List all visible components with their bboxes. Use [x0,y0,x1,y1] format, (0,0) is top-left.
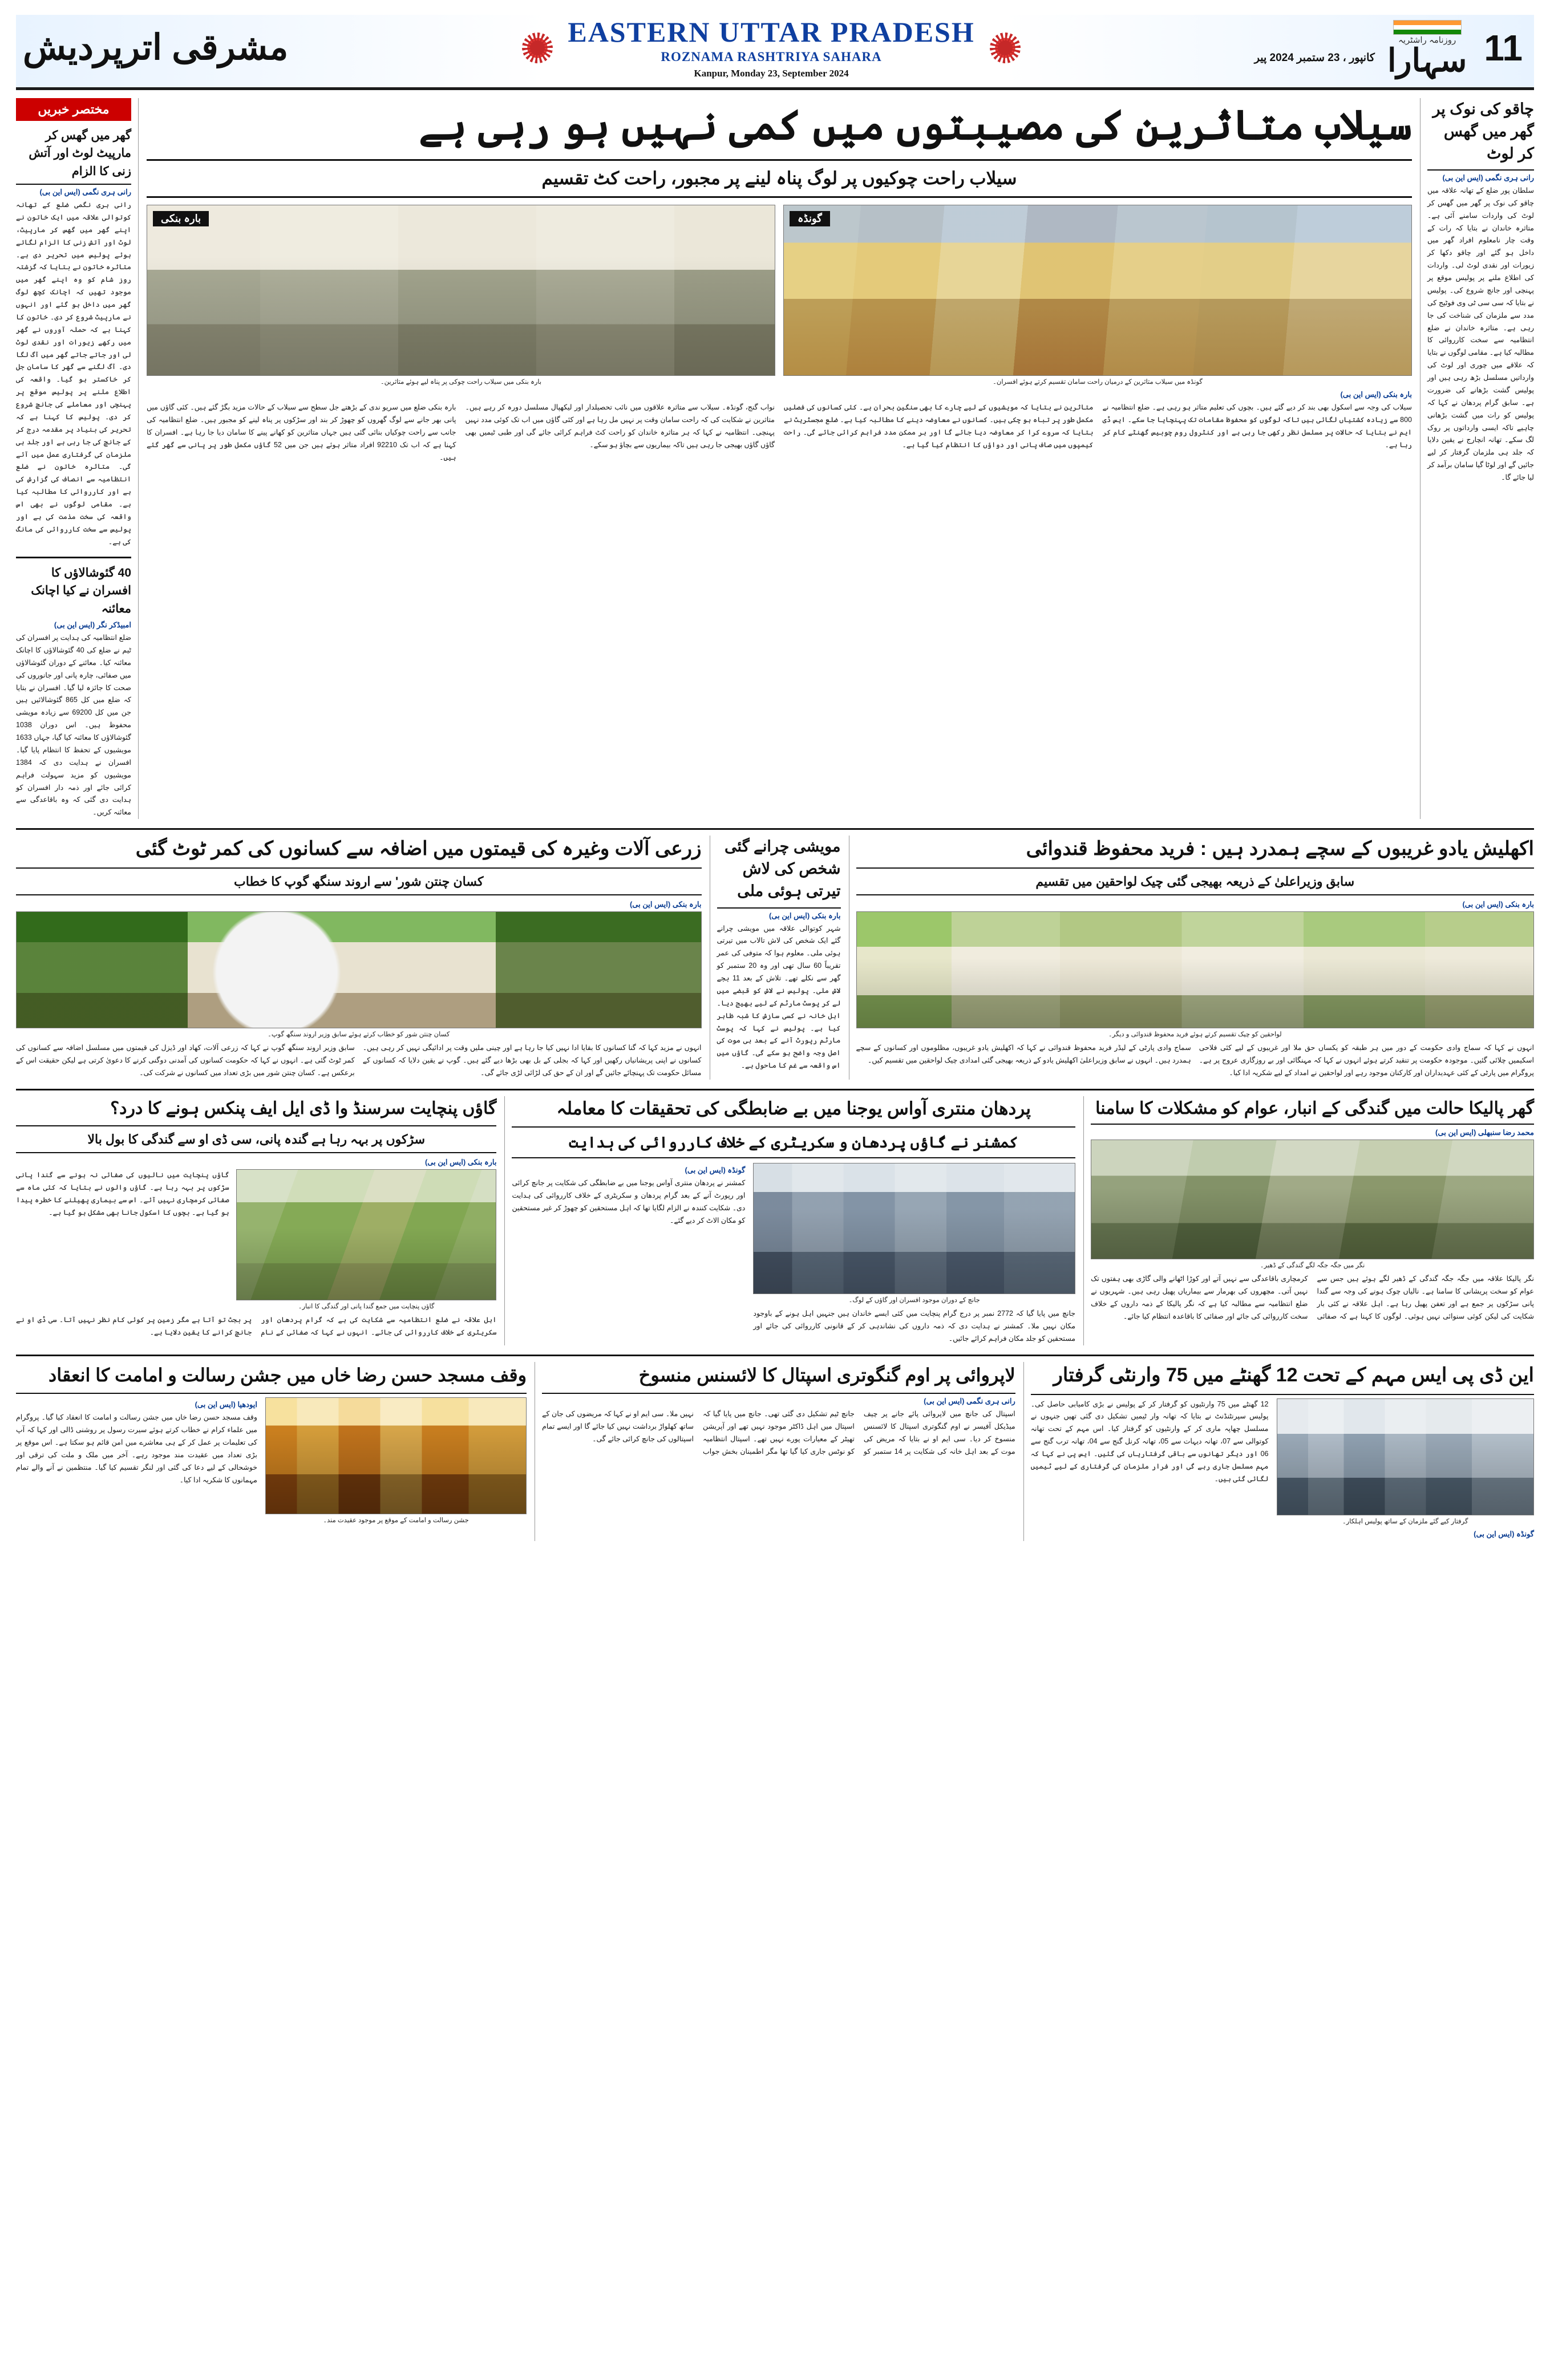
story-hospital [535,1362,1015,1541]
masjid-byline: ایودھیا (ایس این بی) [195,1400,257,1409]
brief-item-1-byline: رانی ہری نگمی (ایس این بی) [39,188,131,196]
right-rail-headline: چاقو کی نوک پر گھر میں گھس کر لوٹ [1427,98,1534,171]
sahara-logo [1387,20,1467,76]
ndps-byline: گونڈہ (ایس این بی) [1474,1529,1534,1538]
brief-news-badge: مختصر خبریں [16,98,131,121]
masjid-body: وقف مسجد حسن رضا خاں میں جشن رسالت و امامت کا انعقاد کیا گیا۔ پروگرام میں علماء کرام نے خطاب کرتے ہوئے سیرت رسول پر روشنی ڈالی اور کہا کہ آپ کی تعلیمات پر عمل کر کے ہی معاشرے میں امن قائم ہو سکتا ہے۔ اس موقع پر بڑی تعداد میں عقیدت مند موجود رہے۔ آخر میں ملک و ملت کی ترقی اور خوشحالی کے لیے دعا کی گئی اور لنگر تقسیم کیا گیا۔ منتظمین نے آنے والے تمام مہمانوں کا شکریہ ادا کیا۔ [16,1413,257,1484]
lead-byline: بارہ بنکی (ایس این بی) [1340,390,1412,399]
masthead-urdu-title: مشرقی اترپردیش [23,28,289,68]
right-rail-byline: رانی ہری نگمی (ایس این بی) [1442,173,1534,182]
band-lead [16,98,1534,820]
panchayat-photo-caption: گاؤں پنچایت میں جمع گندا پانی اور گندگی کا انبار۔ [298,1303,435,1311]
brief-item-2-body: ضلع انتظامیہ کی ہدایت پر افسران کی ٹیم نے ضلع کی 40 گئوشالاؤں کا اچانک معائنہ کیا۔ معائنے کے دوران گئوشالاؤں میں صفائی، چارہ پانی اور جانوروں کی صحت کا جائزہ لیا گیا۔ افسران نے بتایا کہ ضلع میں کل 865 گئوشالائیں ہیں جن میں کل 69200 سے زیادہ مویشی محفوظ ہیں۔ اس دوران 1038 گئوشالاؤں کا معائنہ کیا گیا، جہاں 1633 مویشیوں کے تحفظ کا انتظام پایا گیا۔ افسران نے ہدایت دی کہ 1384 مویشیوں کو مزید سہولت فراہم کرائی جائے اور ذمہ دار افسران کو ہدایت دی گئی کہ وہ باقاعدگی سے معائنہ کریں۔ [16,634,131,817]
akhilesh-photo [856,911,1535,1028]
masjid-photo [265,1397,527,1514]
lead-body-col-3: متاثرین نے بتایا کہ مویشیوں کے لیے چارے کا بھی سنگین بحران ہے۔ کئی کسانوں کی فصلیں مکمل طور پر تباہ ہو چکی ہیں۔ کسانوں نے معاوضہ دینے کا مطالبہ کیا ہے۔ ضلع مجسٹریٹ نے بتایا کہ سروے کرا کر معاوضہ دیا جائے گا اور ہر ممکن مدد فراہم کرائی جائے گی۔ راحت کیمپوں میں صاف پانی اور دواؤں کا انتظام کیا گیا ہے۔ [784,403,1094,449]
garbage-headline: گھر پالیکا حالت میں گندگی کے انبار، عوام کو مشکلات کا سامنا [1095,1098,1534,1118]
panchayat-body-2: اہل علاقہ نے ضلع انتظامیہ سے شکایت کی ہے کہ گرام پردھان اور سکریٹری کے خلاف کارروائی کی جائے۔ انہوں نے کہا کہ صفائی کے نام پر بجٹ تو آتا ہے مگر زمین پر کوئی کام نظر نہیں آتا۔ سی ڈی او نے جانچ کرانے کا یقین دلایا ہے۔ [16,1316,497,1337]
masthead-date-urdu: کانپور ، 23 ستمبر 2024 پیر [1254,51,1375,64]
akhilesh-body-2: انہوں نے کہا کہ سماج وادی حکومت کے دور میں ہر طبقہ کو یکساں حق ملا اور غریبوں کے لیے کئی فلاحی اسکیمیں چلائی گئیں۔ موجودہ حکومت پر تنقید کرتے ہوئے انہوں نے کہا کہ مہنگائی اور بے روزگاری عروج پر ہے۔ پروگرام میں پارٹی کے کئی عہدیداران اور کارکنان موجود رہے اور لواحقین نے امداد کے لیے شکریہ ادا کیا۔ [1199,1043,1534,1077]
masthead-english-subtitle: ROZNAMA RASHTRIYA SAHARA [661,49,882,64]
brief-item-1-body: رانی ہری نگمی ضلع کے تھانہ کوتوالی علاقہ میں ایک خاتون نے اپنے گھر میں گھس کر مارپیٹ، لوٹ اور آتش زنی کا الزام لگاتے ہوئے پولیس میں تحریر دی ہے۔ متاثرہ خاتون نے بتایا کہ گزشتہ روز شام کو وہ اپنے گھر میں موجود تھیں کہ اچانک کچھ لوگ گھر میں داخل ہو گئے اور انہوں نے مارپیٹ شروع کر دی۔ خاتون کا کہنا ہے کہ حملہ آوروں نے گھر میں رکھے زیورات اور نقدی لوٹ لی اور جاتے جاتے گھر میں آگ لگا دی۔ آگ لگنے سے گھر کا سامان جل کر خاکستر ہو گیا۔ واقعہ کی اطلاع ملنے پر پولیس موقع پر پہنچی اور معاملے کی جانچ شروع کر دی۔ پولیس کا کہنا ہے کہ تحریر کی بنیاد پر مقدمہ درج کر کے جانچ کی جا رہی ہے اور جلد ہی ملزمان کی گرفتاری عمل میں آئے گی۔ متاثرہ خاتون نے ضلع انتظامیہ سے انصاف کی گزارش کی ہے اور کارروائی کا مطالبہ کیا ہے۔ مقامی لوگوں نے بھی اس واقعہ کی سخت مذمت کی ہے اور پولیس سے سخت کارروائی کی مانگ کی ہے۔ [16,201,131,546]
ndps-headline: این ڈی پی ایس مہم کے تحت 12 گھنٹے میں 75 وارنٹی گرفتار [1031,1362,1534,1395]
pmay-subhead: کمشنر نے گاؤں پردھان و سکریٹری کے خلاف کارروائی کی ہدایت [512,1126,1075,1159]
masthead-english-date: Kanpur, Monday 23, September 2024 [694,67,849,79]
story-pmay [504,1096,1075,1345]
farmers-photo [16,911,702,1028]
sahara-logo-urdu: سہارا [1387,42,1467,78]
akhilesh-photo-caption: لواحقین کو چیک تقسیم کرتے ہوئے فرید محفوظ قندوائی و دیگر۔ [1108,1031,1282,1038]
lead-body-col-1: بارہ بنکی ضلع میں سریو ندی کے بڑھتے جل سطح سے سیلاب کے حالات مزید بگڑ گئے ہیں۔ کئی گاؤں میں پانی بھر جانے سے لوگ گھروں کو چھوڑ کر بند اور سڑکوں پر پناہ لینے کو مجبور ہیں۔ ضلع انتظامیہ کی جانب سے راحت چوکیاں بنائی گئی ہیں جہاں متاثرین کو کھانے پینے کا سامان دیا جا رہا ہے۔ افسران کا کہنا ہے کہ اب تک 92210 افراد متاثر ہوئے ہیں جن میں 52 گاؤں مکمل طور پر پانی سے گھر گئے ہیں۔ [147,403,456,461]
pmay-byline: گونڈہ (ایس این بی) [685,1166,746,1175]
farmers-body-1: سابق وزیر اروند سنگھ گوپ نے کہا کہ زرعی آلات، کھاد اور ڈیزل کی قیمتوں میں مسلسل اضافہ سے کسانوں کی کمر ٹوٹ گئی ہے۔ انہوں نے کہا کہ حکومت کسانوں کی آمدنی دوگنی کرنے کا دعویٰ کرتی ہے لیکن حقیقت اس کے برعکس ہے۔ کسان چنتن شور میں بڑی تعداد میں کسانوں نے شرکت کی۔ [16,1043,355,1077]
story-masjid [16,1362,527,1541]
brief-item-2-headline: 40 گئوشالاؤں کا افسران نے کیا اچانک معائنہ [31,566,131,615]
farmers-photo-caption: کسان چنتن شور کو خطاب کرتے ہوئے سابق وزیر اروند سنگھ گوپ۔ [268,1031,450,1038]
band-mid [16,836,1534,1079]
pmay-body-2: جانچ میں پایا گیا کہ 2772 نمبر پر درج گرام پنچایت میں کئی ایسے خاندان ہیں جنہیں اہل ہونے کے باوجود مکان نہیں ملا۔ کمشنر نے ہدایت دی کہ ذمہ داروں کی نشاندہی کر کے قانونی کارروائی کی جائے اور مستحقین کو جلد مکان فراہم کرائے جائیں۔ [753,1309,1076,1343]
masthead-left [1254,20,1527,76]
lead-body-col-4: سیلاب کی وجہ سے اسکول بھی بند کر دیے گئے ہیں۔ بچوں کی تعلیم متاثر ہو رہی ہے۔ ضلع انتظامیہ نے 800 سے زیادہ کشتیاں لگائی ہیں تاکہ لوگوں کو محفوظ مقامات تک پہنچایا جا سکے۔ ایس ڈی ایم نے بتایا کہ حالات پر مسلسل نظر رکھی جا رہی ہے اور کنٹرول روم چوبیس گھنٹے کام کر رہا ہے۔ [1102,403,1412,449]
farmers-headline: زرعی آلات وغیرہ کی قیمتوں میں اضافہ سے کسانوں کی کمر ٹوٹ گئی [135,838,702,860]
masthead-english-title: EASTERN UTTAR PRADESH [568,16,975,48]
band-three [16,1096,1534,1345]
body-found-headline: مویشی چرانے گئی شخص کی لاش تیرتی ہوئی ملی [717,836,841,908]
lead-photo-1 [783,205,1412,376]
pmay-headline: پردھان منتری آواس یوجنا میں بے ضابطگی کی تحقیقات کا معاملہ [556,1098,1031,1118]
lead-body-col-2: نواب گنج، گونڈہ۔ سیلاب سے متاثرہ علاقوں میں نائب تحصیلدار اور لیکھپال مسلسل دورہ کر رہے ہیں۔ متاثرین نے شکایت کی کہ راحت سامان وقت پر نہیں مل رہا ہے اور کئی گاؤں میں اب تک کوئی مدد نہیں پہنچی۔ انتظامیہ نے کہا کہ ہر متاثرہ خاندان کو راحت کٹ فراہم کرائی جائے گی اور طبی ٹیمیں بھی گاؤں گاؤں بھیجی جا رہی ہیں تاکہ بیماریوں سے بچاؤ ہو سکے۔ [465,403,775,449]
panchayat-body-1: گاؤں پنچایت میں نالیوں کی صفائی نہ ہونے سے گندا پانی سڑکوں پر بہہ رہا ہے۔ گاؤں والوں نے بتایا کہ کئی ماہ سے صفائی کرمچاری نہیں آئے۔ اس سے بیماری پھیلنے کا خطرہ پیدا ہو گیا ہے۔ بچوں کا اسکول جانا بھی مشکل ہو گیا ہے۔ [16,1171,229,1217]
pmay-photo [753,1163,1075,1294]
hospital-headline: لاپروائی پر اوم گنگوتری اسپتال کا لائسنس منسوخ [542,1362,1015,1394]
akhilesh-body-1: سماج وادی پارٹی کے لیڈر فرید محفوظ قندوائی نے کہا کہ اکھلیش یادو غریبوں، مظلوموں اور کسانوں کے سچے ہمدرد ہیں۔ انہوں نے سابق وزیراعلیٰ اکھلیش یادو کے ذریعہ بھیجی گئی امدادی چیک لواحقین میں تقسیم کیں۔ [856,1043,1191,1064]
right-rail [1420,98,1534,820]
farmers-subhead: کسان چنتن شور' سے اروند سنگھ گوپ کا خطاب [16,867,702,895]
brief-news-rail [16,98,139,820]
ndps-body: 12 گھنٹے میں 75 وارنٹیوں کو گرفتار کر کے پولیس نے بڑی کامیابی حاصل کی۔ پولیس سپرنٹنڈنٹ نے بتایا کہ تھانہ وار ٹیمیں تشکیل دی گئی تھیں جنہوں نے مسلسل چھاپہ ماری کر کے وارنٹیوں کو گرفتار کیا۔ اس مہم کے تحت تھانہ کوتوالی سے 07، تھانہ دیہات سے 05، تھانہ کرنل گنج سے 04، تھانہ ترب گنج سے 06 اور دیگر تھانوں سے باقی گرفتاریاں کی گئیں۔ ایس پی نے کہا کہ مہم مسلسل جاری رہے گی اور فرار ملزمان کی گرفتاری کے لیے ٹیمیں لگائی گئی ہیں۔ [1030,1400,1269,1483]
masjid-headline: وقف مسجد حسن رضا خاں میں جشن رسالت و امامت کا انعقاد [16,1362,527,1394]
lead-photo-2 [147,205,775,376]
brief-item-1-headline: گھر میں گھس کر مارپیٹ لوٹ اور آتش زنی کا الزام [16,127,131,185]
lead-subhead: سیلاب راحت چوکیوں پر لوگ پناہ لینے پر مجبور، راحت کٹ تقسیم [147,159,1412,198]
right-rail-body: سلطان پور ضلع کے تھانہ علاقہ میں چاقو کی نوک پر گھر میں گھس کر لوٹ کی واردات سامنے آئی ہے۔ متاثرہ خاندان نے بتایا کہ رات کے وقت چار نامعلوم افراد گھر میں داخل ہو گئے اور چاقو دکھا کر زیورات اور نقدی لوٹ لی۔ واردات کی اطلاع ملنے پر پولیس موقع پر پہنچی اور جانچ شروع کی۔ پولیس نے بتایا کہ سی سی ٹی وی فوٹیج کی مدد سے ملزمان کی شناخت کی جا رہی ہے۔ متاثرہ خاندان نے ضلع انتظامیہ سے سخت کارروائی کا مطالبہ کیا ہے۔ مقامی لوگوں نے بتایا کہ علاقے میں چوری اور لوٹ کی وارداتیں مسلسل بڑھ رہی ہیں اور پولیس گشت بڑھانے کی ضرورت ہے۔ سابق گرام پردھان نے کہا کہ پولیس کو رات میں گشت بڑھانی چاہیے تاکہ ایسی وارداتوں پر روک لگ سکے۔ تھانہ انچارج نے یقین دلایا کہ جلد ہی ملزمان گرفتار کر لیے جائیں گے اور لوٹا گیا سامان برآمد کر لیا جائے گا۔ [1427,186,1534,482]
hospital-byline: رانی ہری نگمی (ایس این بی) [924,1397,1015,1406]
panchayat-photo [236,1169,497,1300]
body-found-byline: بارہ بنکی (ایس این بی) [768,911,841,920]
ndps-photo-caption: گرفتار کیے گئے ملزمان کے ساتھ پولیس اہلکار۔ [1342,1518,1468,1525]
sunburst-icon [990,33,1021,63]
panchayat-headline: گاؤں پنچایت سرسنڈ وا ڈی ایل ایف پنکس ہونے کا درد؟ [110,1098,497,1118]
akhilesh-subhead: سابق وزیراعلیٰ کے ذریعہ بھیجی گئی چیک لواحقین میں تقسیم [856,867,1535,895]
lead-photo-2-caption: بارہ بنکی میں سیلاب راحت چوکی پر پناہ لیے ہوئے متاثرین۔ [380,379,542,386]
garbage-photo [1091,1140,1534,1259]
panchayat-byline: بارہ بنکی (ایس این بی) [424,1158,497,1167]
page-number: 11 [1484,27,1523,69]
pmay-body-1: کمشنر نے پردھان منتری آواس یوجنا میں بے ضابطگی کی شکایت پر جانچ کرائی اور رپورٹ آنے کے بعد گرام پردھان و سکریٹری کے خلاف کارروائی کی ہدایت دی۔ شکایت کنندہ نے الزام لگایا تھا کہ اہل مستحقین کو چھوڑ کر غیر مستحقین کو مکان الاٹ کر دیے گئے۔ [512,1179,746,1225]
garbage-body: نگر پالیکا علاقہ میں جگہ جگہ گندگی کے ڈھیر لگے ہوئے ہیں جس سے عوام کو سخت پریشانی کا سامنا ہے۔ نالیاں چوک ہونے کی وجہ سے گندا پانی سڑکوں پر جمع ہے اور تعفن پھیل رہا ہے۔ اہل علاقہ نے کئی بار شکایت کی لیکن کوئی سنوائی نہیں ہوئی۔ لوگوں کا کہنا ہے کہ صفائی کرمچاری باقاعدگی سے نہیں آتے اور کوڑا اٹھانے والی گاڑی بھی ہفتوں تک نہیں آتی۔ مچھروں کی بھرمار سے بیماریاں پھیل رہی ہیں۔ شہریوں نے ضلع انتظامیہ سے مطالبہ کیا ہے کہ نگر پالیکا کے ذمہ داروں کے خلاف سخت کارروائی کی جائے اور صفائی کا باقاعدہ انتظام کیا جائے۔ [1091,1275,1534,1320]
story-garbage [1083,1096,1534,1345]
flag-icon [1393,20,1462,35]
garbage-photo-caption: نگر میں جگہ جگہ لگے گندگی کے ڈھیر۔ [1260,1262,1365,1270]
story-ndps [1023,1362,1534,1541]
masthead [16,15,1534,90]
akhilesh-byline: بارہ بنکی (ایس این بی) [1462,899,1534,909]
panchayat-subhead: سڑکوں پر بہہ رہا ہے گندہ پانی، سی ڈی او سے گندگی کا بول بالا [16,1125,496,1153]
story-body-found [710,836,841,1079]
ndps-photo [1277,1398,1535,1515]
garbage-byline: محمد رضا سنبھلی (ایس این بی) [1091,1124,1534,1137]
pmay-photo-caption: جانچ کے دوران موجود افسران اور گاؤں کے لوگ۔ [848,1297,980,1304]
farmers-body-2: انہوں نے مزید کہا کہ گنا کسانوں کا بقایا ادا نہیں کیا جا رہا ہے اور چینی ملیں وقت پر ادائیگی نہیں کر رہی ہیں۔ کسانوں نے اپنی پریشانیاں رکھیں اور کہا کہ بجلی کے بل بھی بڑھا دیے گئے ہیں۔ گوپ نے یقین دلایا کہ کسانوں کے مسائل حکومت تک پہنچائے جائیں گے اور ان کے حق کی لڑائی لڑی جائے گی۔ [362,1043,702,1077]
masjid-photo-caption: جشن رسالت و امامت کے موقع پر موجود عقیدت مند۔ [323,1517,469,1525]
sahara-logo-sub: روزنامہ راشٹریہ [1398,35,1456,45]
hospital-body: اسپتال کی جانچ میں لاپروائی پائے جانے پر چیف میڈیکل آفیسر نے اوم گنگوتری اسپتال کا لائسنس منسوخ کر دیا۔ سی ایم او نے بتایا کہ مریض کی موت کے بعد اہل خانہ کی شکایت پر 14 ستمبر کو جانچ ٹیم تشکیل دی گئی تھی۔ جانچ میں پایا گیا کہ اسپتال میں اہل ڈاکٹر موجود نہیں تھے اور آپریشن تھیٹر کے معیارات پورے نہیں تھے۔ اسپتال انتظامیہ کو نوٹس جاری کیا گیا تھا مگر اطمینان بخش جواب نہیں ملا۔ سی ایم او نے کہا کہ مریضوں کی جان کے ساتھ کھلواڑ برداشت نہیں کیا جائے گا اور ایسے تمام اسپتالوں کی جانچ کرائی جائے گی۔ [542,1410,1015,1455]
masthead-right [23,30,288,66]
brief-item-2-byline: امبیڈکر نگر (ایس این بی) [54,621,131,629]
lead-photo-1-caption: گونڈہ میں سیلاب متاثرین کے درمیان راحت سامان تقسیم کرتے ہوئے افسران۔ [993,379,1203,386]
lead-photo-2-wrap [147,205,775,387]
lead-photo-1-chip: گونڈہ [790,211,830,226]
lead-headline: سیلاب متاثرین کی مصیبتوں میں کمی نہیں ہو رہی ہے [419,102,1412,148]
story-akhilesh [849,836,1535,1079]
akhilesh-headline: اکھلیش یادو غریبوں کے سچے ہمدرد ہیں : فرید محفوظ قندوائی [1026,838,1534,860]
sunburst-icon-2 [522,33,553,63]
lead-story [147,98,1412,820]
masthead-center [288,17,1254,79]
lead-photo-1-wrap [783,205,1412,387]
story-farmers [16,836,702,1079]
farmers-byline: بارہ بنکی (ایس این بی) [629,899,702,909]
band-four [16,1362,1534,1541]
body-found-body: شہر کوتوالی علاقہ میں مویشی چرانے گئے ایک شخص کی لاش تالاب میں تیرتی ہوئی ملی۔ معلوم ہوا کہ متوفی کی عمر تقریباً 60 سال تھی اور وہ 20 ستمبر کو گھر سے نکلے تھے۔ تلاش کے بعد 11 بجے لاش ملی۔ پولیس نے لاش کو قبضے میں لے کر پوسٹ مارٹم کے لیے بھیج دیا۔ اہل خانہ نے کسی سازش کا شبہ ظاہر کیا ہے۔ پولیس نے کہا کہ پوسٹ مارٹم رپورٹ آنے کے بعد ہی موت کی اصل وجہ واضح ہو سکے گی۔ گاؤں میں اس واقعہ سے غم کا ماحول ہے۔ [717,924,841,1070]
story-panchayat [16,1096,496,1345]
lead-photo-2-chip: بارہ بنکی [153,211,209,226]
